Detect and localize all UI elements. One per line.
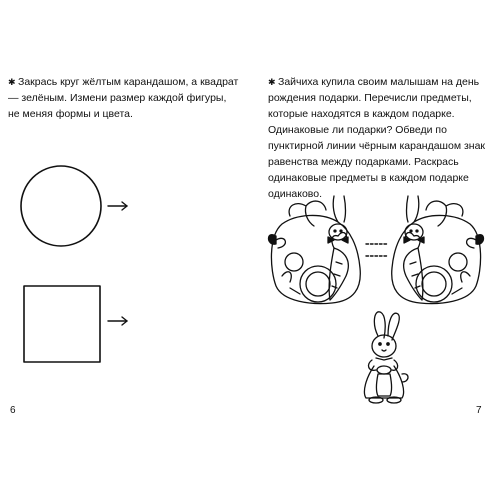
page-number-right: 7 bbox=[476, 405, 482, 416]
square-shape bbox=[24, 286, 100, 362]
bullet-icon: ✱ bbox=[8, 77, 16, 87]
gift-bag-right-illustration bbox=[392, 196, 484, 304]
task-text-left-body: Закрась круг жёлтым карандашом, а квадрат — зелёным. Измени размер каждой фигуры, не меняя формы и цвета. bbox=[8, 76, 239, 120]
page-number-left: 6 bbox=[10, 405, 16, 416]
task-text-right-body: Зайчиха купила своим малышам на день рождения подарки. Перечисли предметы, которые находятся в каждом подарке. Одинаковые ли подарки? Обведи по пунктирной линии чёрным карандашом знак равенства между подарками. Раскрась одинаковые предметы в каждом подарке одинаково. bbox=[268, 76, 486, 200]
arrow-right-icon bbox=[108, 317, 127, 325]
circle-shape bbox=[21, 166, 101, 246]
equals-sign-dashed bbox=[366, 244, 388, 256]
bullet-icon: ✱ bbox=[268, 77, 276, 87]
mother-rabbit-illustration bbox=[364, 312, 408, 403]
gift-bag-left-illustration bbox=[269, 196, 361, 304]
arrow-right-icon bbox=[108, 202, 127, 210]
